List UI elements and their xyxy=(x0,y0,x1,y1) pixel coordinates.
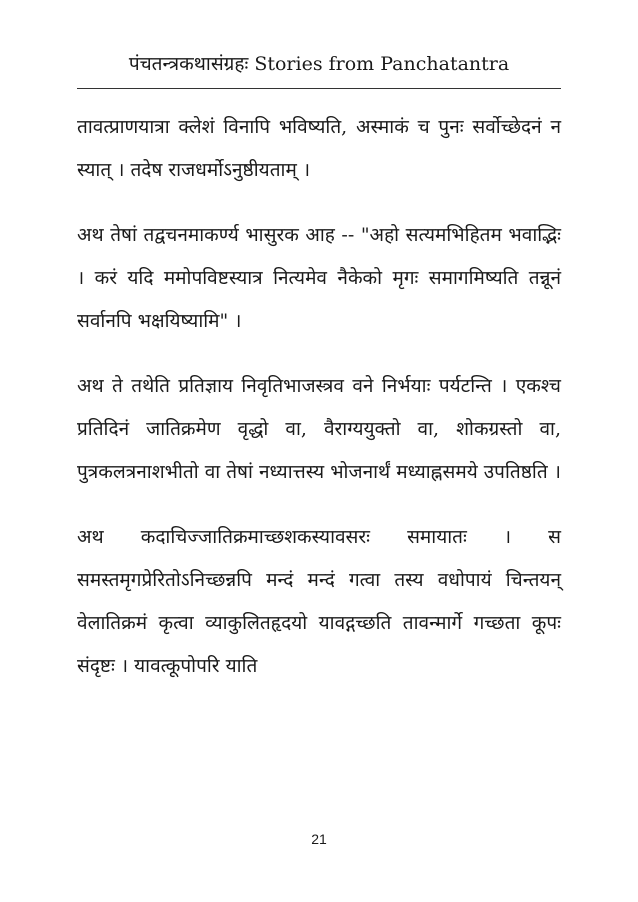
header-divider xyxy=(77,88,561,89)
paragraph: तावत्प्राणयात्रा क्लेशं विनापि भविष्यति, अस्माकं च पुनः सर्वोच्छेदनं न स्यात् । तदेष राजधर्मोऽनुष्ठीयताम् । xyxy=(77,116,561,181)
page-number: 21 xyxy=(311,831,327,847)
paragraph: अथ ते तथेति प्रतिज्ञाय निवृतिभाजस्त्रव वने निर्भयाः पर्यटन्ति । एकश्च प्रतिदिनं जातिक्रमेण वृद्धो वा, वैराग्ययुक्तो वा, शोकग्रस्तो वा, पुत्रकलत्रनाशभीतो वा तेषां नध्यात्तस्य भोजनार्थं मध्याह्नसमये उपतिष्ठति । xyxy=(77,375,561,483)
page-body xyxy=(77,106,561,710)
paragraph: अथ तेषां तद्वचनमाकर्ण्य भासुरक आह -- "अहो सत्यमभिहितम भवाद्भिः । करं यदि ममोपविष्टस्यात्र नित्यमेव नैकेको मृगः समागमिष्यति तन्नूनं सर्वानपि भक्षयिष्यामि" । xyxy=(77,224,561,332)
paragraph: अथ कदाचिज्जातिक्रमाच्छशकस्यावसरः समायातः । स समस्तमृगप्रेरितोऽनिच्छन्नपि मन्दं मन्दं गत्वा तस्य वधोपायं चिन्तयन् वेलातिक्रमं कृत्वा व्याकुलितहृदयो यावद्गच्छति तावन्मार्गे गच्छता कूपः संदृष्टः । यावत्कूपोपरि याति xyxy=(77,526,561,677)
running-header: पंचतन्त्रकथासंग्रहः Stories from Panchatantra xyxy=(128,53,510,75)
